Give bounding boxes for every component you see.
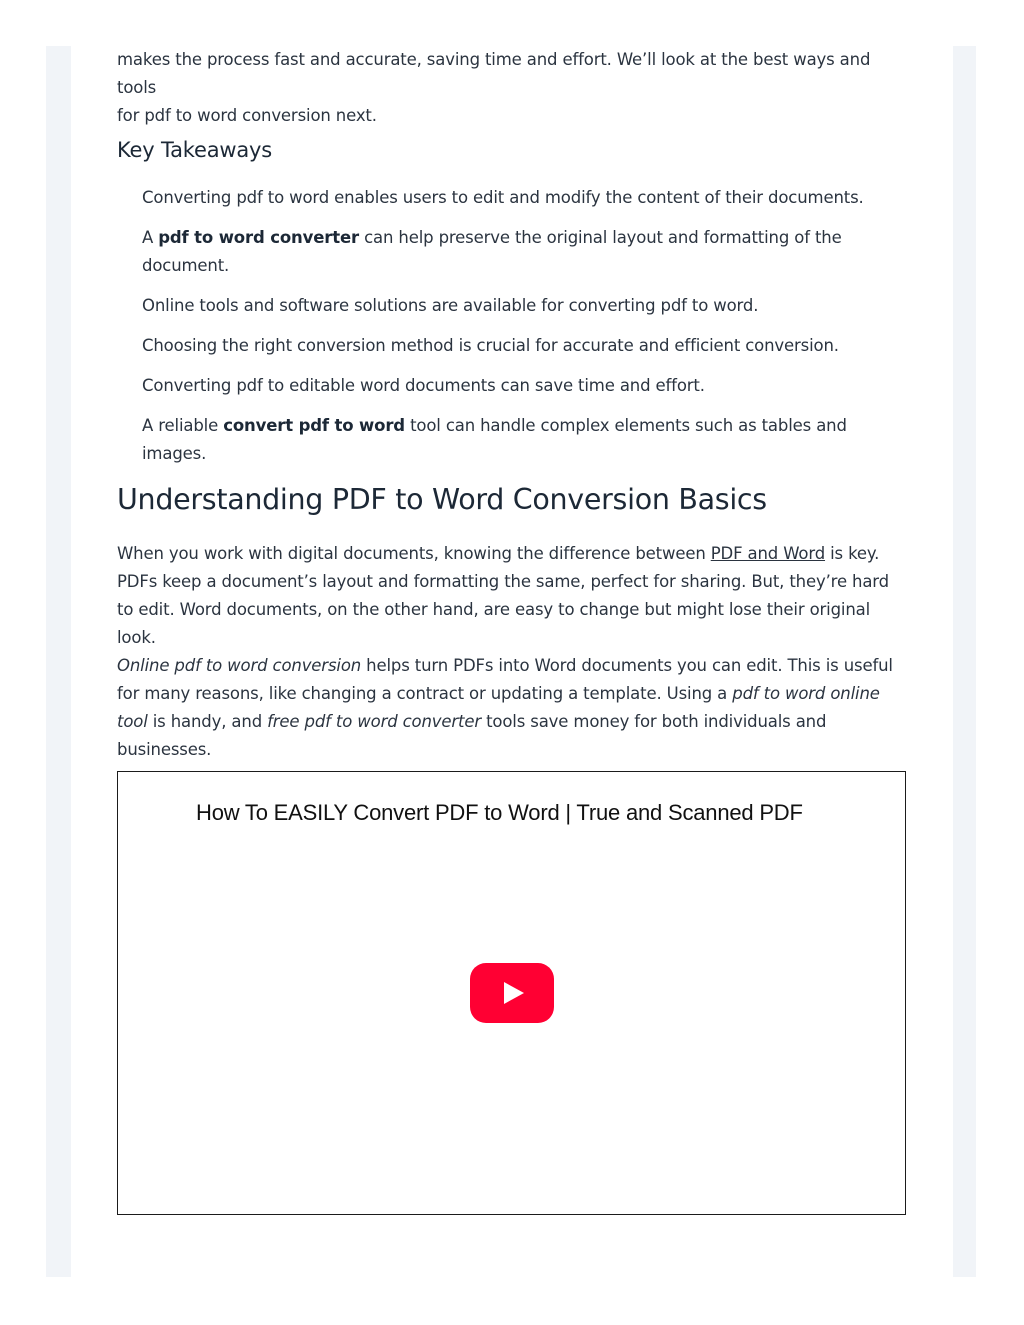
list-item-bold-keyword: convert pdf to word — [223, 416, 405, 435]
list-item — [142, 224, 907, 280]
list-item — [142, 412, 907, 468]
key-takeaways-list — [142, 184, 907, 480]
list-item-text: Converting pdf to editable word documents can save time and effort. — [142, 376, 705, 395]
emphasis-text: Online pdf to word conversion — [117, 656, 362, 675]
list-item — [142, 292, 907, 320]
section-heading: Understanding PDF to Word Conversion Basics — [117, 483, 767, 516]
right-gutter — [953, 46, 976, 1277]
list-item — [142, 332, 907, 360]
list-item — [142, 372, 907, 400]
paragraph-text: helps turn PDFs into Word documents you can edit. This is useful for many reasons, like changing a contract or updating a template. Using a — [117, 656, 893, 703]
paragraph-text: tools save money for both individuals and businesses. — [117, 712, 827, 759]
video-title[interactable]: How To EASILY Convert PDF to Word | True and Scanned PDF — [196, 800, 803, 825]
list-item-text: A reliable — [142, 416, 224, 435]
list-item-bold-keyword: pdf to word converter — [158, 228, 360, 247]
list-item-text: tool can handle complex elements such as tables and images. — [142, 416, 847, 463]
list-item-text: A — [142, 228, 159, 247]
list-item-text: Converting pdf to word enables users to edit and modify the content of their documents. — [142, 188, 864, 207]
youtube-play-icon[interactable] — [470, 963, 554, 1023]
intro-line-2: for pdf to word conversion next. — [117, 106, 377, 125]
emphasis-text: pdf to word online tool — [117, 684, 880, 731]
paragraph-text: is key. PDFs keep a document’s layout and formatting the same, perfect for sharing. But, they’re hard to edit. Word documents, on the other hand, are easy to change but might lose their original look. — [117, 544, 889, 647]
list-item-text: Online tools and software solutions are available for converting pdf to word. — [142, 296, 759, 315]
intro-paragraph — [117, 46, 907, 130]
paragraph-text: is handy, and — [147, 712, 268, 731]
emphasis-text: free pdf to word converter — [267, 712, 481, 731]
left-gutter — [46, 46, 71, 1277]
section-paragraph-2 — [117, 652, 907, 764]
list-item-text: Choosing the right conversion method is crucial for accurate and efficient conversion. — [142, 336, 839, 355]
pdf-and-word-link[interactable]: PDF and Word — [710, 544, 826, 563]
list-item — [142, 184, 907, 212]
intro-line-1: makes the process fast and accurate, saving time and effort. We’ll look at the best ways and tools — [117, 50, 871, 97]
article-content — [117, 46, 907, 759]
key-takeaways-heading: Key Takeaways — [117, 138, 272, 162]
section-paragraph-1 — [117, 540, 907, 652]
paragraph-text: When you work with digital documents, knowing the difference between — [117, 544, 711, 563]
list-item-text: can help preserve the original layout and formatting of the document. — [142, 228, 842, 275]
video-embed[interactable] — [117, 771, 906, 1215]
